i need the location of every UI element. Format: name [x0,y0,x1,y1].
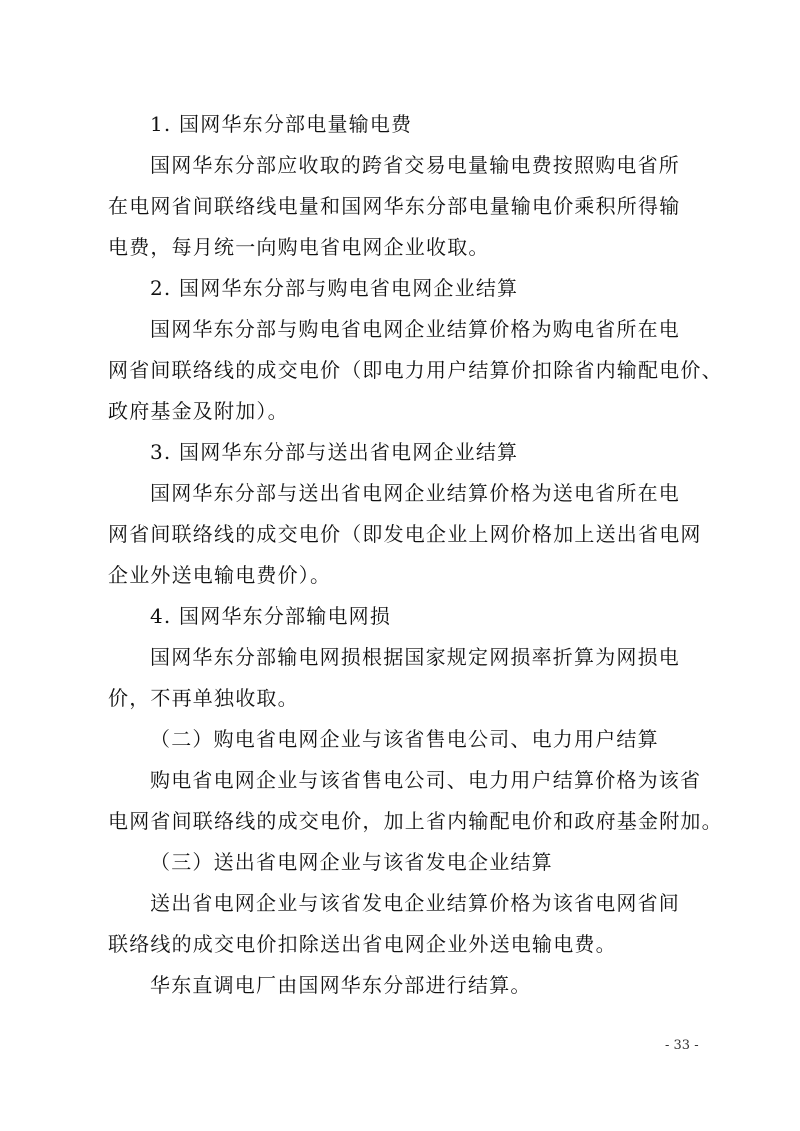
paragraph-line: 国网华东分部与送出省电网企业结算价格为送电省所在电 [150,481,680,505]
paragraph-line: 购电省电网企业与该省售电公司、电力用户结算价格为该省 [150,768,702,792]
section-heading-2: 2. 国网华东分部与购电省电网企业结算 [150,276,519,300]
paragraph-line: 联络线的成交电价扣除送出省电网企业外送电输电费。 [108,932,617,956]
paragraph-line: 华东直调电厂由国网华东分部进行结算。 [150,973,532,997]
paragraph-line: 电费，每月统一向购电省电网企业收取。 [108,235,490,259]
section-heading-3: 3. 国网华东分部与送出省电网企业结算 [150,440,519,464]
section-heading-4: 4. 国网华东分部输电网损 [150,604,392,628]
section-heading-two: （二）购电省电网企业与该省售电公司、电力用户结算 [150,727,659,751]
paragraph-line: 国网华东分部与购电省电网企业结算价格为购电省所在电 [150,317,680,341]
paragraph-line: 电网省间联络线的成交电价，加上省内输配电价和政府基金附加。 [108,809,723,833]
paragraph-line: 价，不再单独收取。 [108,686,299,710]
paragraph-line: 国网华东分部应收取的跨省交易电量输电费按照购电省所 [150,153,680,177]
paragraph-line: 送出省电网企业与该省发电企业结算价格为该省电网省间 [150,891,680,915]
document-body [108,104,723,1006]
paragraph-line: 政府基金及附加）。 [108,399,289,423]
paragraph-line: 网省间联络线的成交电价（即电力用户结算价扣除省内输配电价、 [108,358,723,382]
paragraph-line: 国网华东分部输电网损根据国家规定网损率折算为网损电 [150,645,680,669]
page-number: - 33 - [665,1038,699,1053]
paragraph-line: 网省间联络线的成交电价（即发电企业上网价格加上送出省电网 [108,522,702,546]
paragraph-line: 企业外送电输电费价）。 [108,563,332,587]
section-heading-three: （三）送出省电网企业与该省发电企业结算 [150,850,553,874]
paragraph-line: 在电网省间联络线电量和国网华东分部电量输电价乘积所得输 [108,194,681,218]
section-heading-1: 1. 国网华东分部电量输电费 [150,112,413,136]
